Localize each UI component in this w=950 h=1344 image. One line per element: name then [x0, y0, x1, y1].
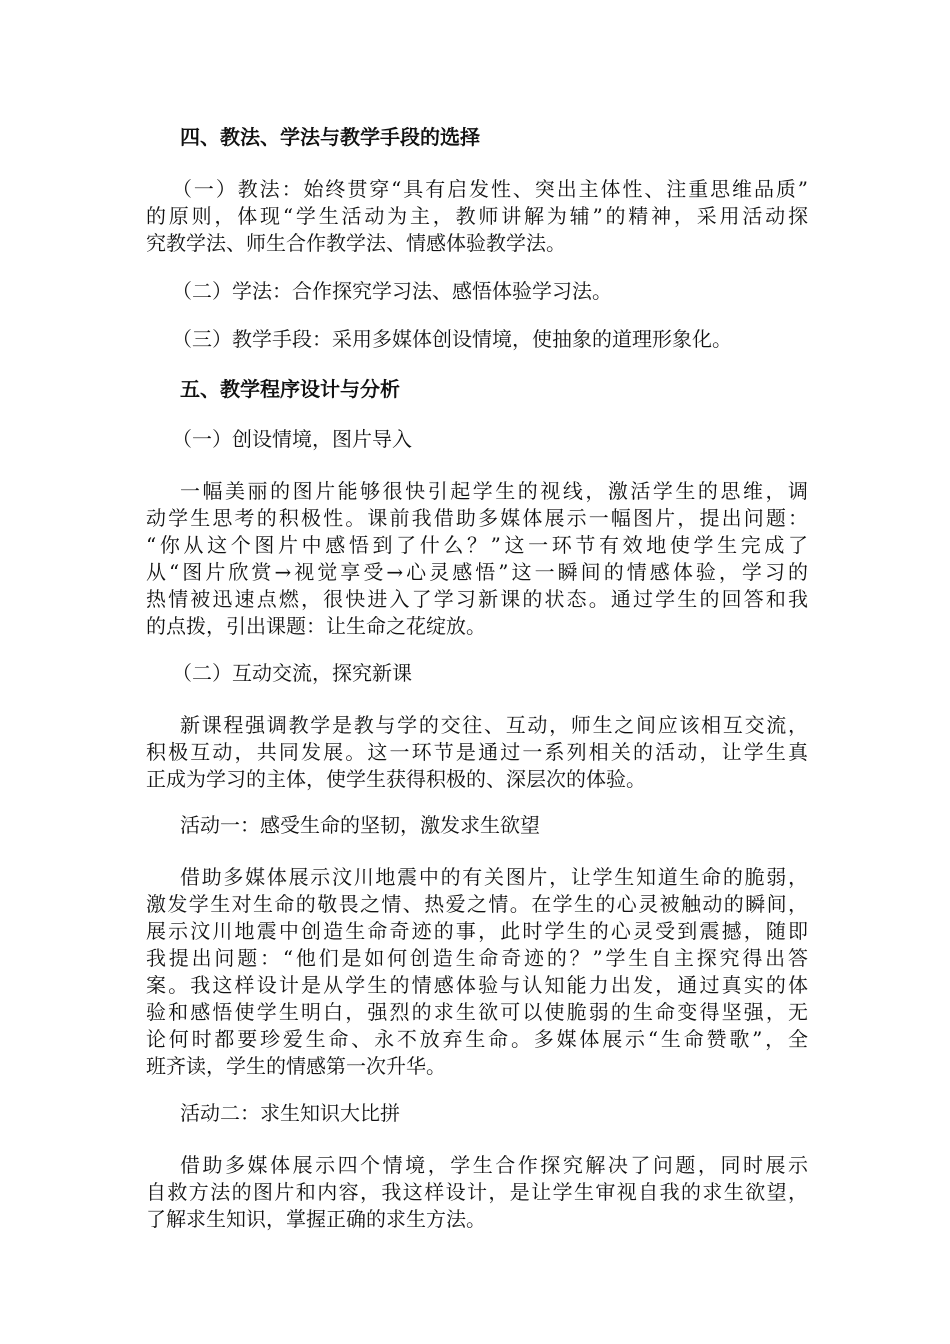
paragraph-line: 我提出问题：“他们是如何创造生命奇迹的？”学生自主探究得出答	[146, 946, 808, 970]
paragraph-line: 从“图片欣赏→视觉享受→心灵感悟”这一瞬间的情感体验，学习的	[146, 560, 808, 584]
section-heading: 五、教学程序设计与分析	[180, 377, 400, 401]
paragraph-line: 论何时都要珍爱生命、永不放弃生命。多媒体展示“生命赞歌”，全	[146, 1027, 808, 1051]
paragraph-line: 的点拨，引出课题：让生命之花绽放。	[146, 614, 486, 638]
paragraph-line: 热情被迅速点燃，很快进入了学习新课的状态。通过学生的回答和我	[146, 587, 808, 611]
subsection-title: （二）互动交流，探究新课	[172, 661, 412, 685]
paragraph-line: 积极互动，共同发展。这一环节是通过一系列相关的活动，让学生真	[146, 740, 808, 764]
paragraph-line: （一）教法：始终贯穿“具有启发性、突出主体性、注重思维品质”	[172, 177, 808, 201]
paragraph-line: 借助多媒体展示四个情境，学生合作探究解决了问题，同时展示	[180, 1153, 808, 1177]
activity-title: 活动一：感受生命的坚韧，激发求生欲望	[180, 813, 540, 837]
subsection-title: （一）创设情境，图片导入	[172, 427, 412, 451]
paragraph-line: 案。我这样设计是从学生的情感体验与认知能力出发，通过真实的体	[146, 973, 808, 997]
paragraph-line: 究教学法、师生合作教学法、情感体验教学法。	[146, 231, 566, 255]
paragraph-line: （二）学法：合作探究学习法、感悟体验学习法。	[172, 279, 612, 303]
paragraph-line: 班齐读，学生的情感第一次升华。	[146, 1054, 446, 1078]
section-heading: 四、教法、学法与教学手段的选择	[180, 125, 480, 149]
paragraph-line: 展示汶川地震中创造生命奇迹的事，此时学生的心灵受到震撼，随即	[146, 919, 808, 943]
paragraph-line: 激发学生对生命的敬畏之情、热爱之情。在学生的心灵被触动的瞬间，	[146, 892, 808, 916]
paragraph-line: “你从这个图片中感悟到了什么？”这一环节有效地使学生完成了	[146, 533, 808, 557]
paragraph-line: 验和感悟使学生明白，强烈的求生欲可以使脆弱的生命变得坚强，无	[146, 1000, 808, 1024]
paragraph-line: 新课程强调教学是教与学的交往、互动，师生之间应该相互交流，	[180, 713, 808, 737]
paragraph-line: 正成为学习的主体，使学生获得积极的、深层次的体验。	[146, 767, 646, 791]
paragraph-line: 动学生思考的积极性。课前我借助多媒体展示一幅图片，提出问题：	[146, 506, 808, 530]
paragraph-line: 的原则，体现“学生活动为主，教师讲解为辅”的精神，采用活动探	[146, 204, 808, 228]
paragraph-line: 了解求生知识，掌握正确的求生方法。	[146, 1207, 486, 1231]
paragraph-line: 借助多媒体展示汶川地震中的有关图片，让学生知道生命的脆弱，	[180, 865, 808, 889]
activity-title: 活动二：求生知识大比拼	[180, 1101, 400, 1125]
paragraph-line: 一幅美丽的图片能够很快引起学生的视线，激活学生的思维，调	[180, 479, 808, 503]
paragraph-line: （三）教学手段：采用多媒体创设情境，使抽象的道理形象化。	[172, 327, 732, 351]
paragraph-line: 自救方法的图片和内容，我这样设计，是让学生审视自我的求生欲望，	[146, 1180, 808, 1204]
